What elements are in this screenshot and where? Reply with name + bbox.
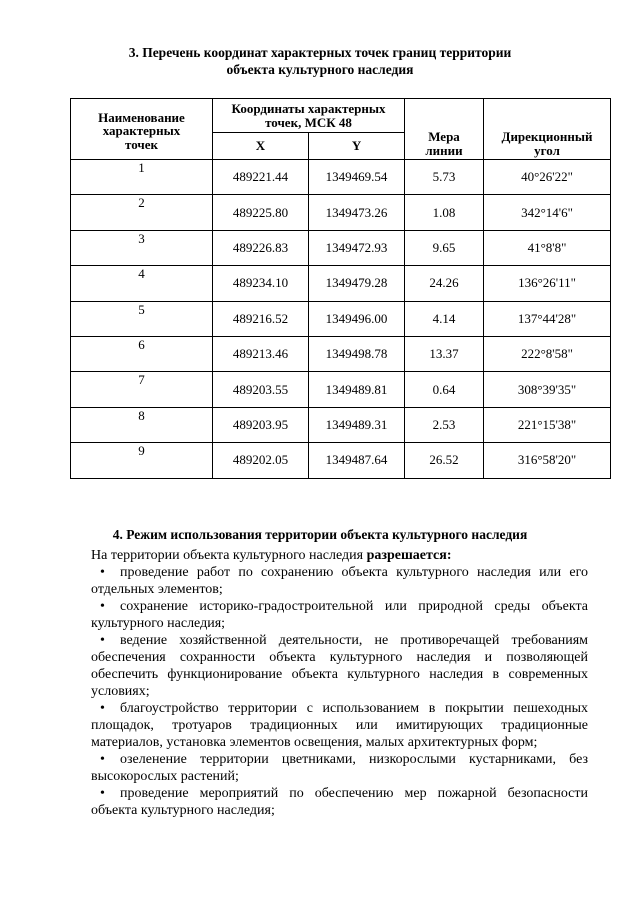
cell-direction-angle: 308°39'35" — [484, 372, 611, 407]
header-direction-angle-line: угол — [534, 142, 560, 158]
cell-line-measure: 1.08 — [405, 195, 484, 230]
cell-y: 1349473.26 — [309, 195, 405, 230]
cell-point-number: 5 — [71, 301, 213, 336]
cell-point-number: 7 — [71, 372, 213, 407]
cell-x: 489213.46 — [213, 336, 309, 371]
cell-line-measure: 24.26 — [405, 266, 484, 301]
list-item — [91, 700, 588, 751]
cell-line-measure: 0.64 — [405, 372, 484, 407]
list-item-text: проведение мероприятий по обеспечению мер пожарной безопасности объекта культурного наследия; — [91, 786, 588, 818]
header-line-measure-line: Мера — [428, 129, 460, 144]
cell-y: 1349489.81 — [309, 372, 405, 407]
cell-line-measure: 4.14 — [405, 301, 484, 336]
cell-x: 489216.52 — [213, 301, 309, 336]
list-item-text: озеленение территории цветниками, низкорослыми кустарниками, без высокорослых растений; — [91, 752, 588, 784]
cell-direction-angle: 222°8'58" — [484, 336, 611, 371]
table-row — [71, 195, 611, 230]
bullet-icon: • — [100, 633, 105, 648]
table-row — [71, 372, 611, 407]
cell-line-measure: 5.73 — [405, 160, 484, 195]
cell-point-number: 2 — [71, 195, 213, 230]
header-x: X — [213, 133, 309, 160]
section-4-title: 4. Режим использования территории объекта культурного наследия — [112, 527, 528, 542]
coordinates-table — [70, 98, 611, 479]
header-coordinates-line: Координаты характерных — [231, 101, 386, 116]
cell-direction-angle: 40°26'22" — [484, 160, 611, 195]
cell-x: 489234.10 — [213, 266, 309, 301]
table-row — [71, 301, 611, 336]
cell-x: 489202.05 — [213, 443, 309, 478]
cell-point-number: 9 — [71, 443, 213, 478]
list-item — [91, 751, 588, 785]
list-item-text: сохранение историко-градостроительной или природной среды объекта культурного наследия; — [91, 599, 588, 631]
list-item — [91, 598, 588, 632]
bullet-icon: • — [100, 565, 105, 580]
cell-line-measure: 9.65 — [405, 230, 484, 265]
header-direction-angle-line: Дирекционный — [501, 129, 593, 144]
header-line-measure-line: линии — [425, 142, 463, 158]
cell-y: 1349496.00 — [309, 301, 405, 336]
list-item-text: благоустройство территории с использованием в покрытии пешеходных площадок, тротуаров традиционных или имитирующих традиционные материалов, установка элементов освещения, малых архитектурных форм; — [91, 701, 588, 750]
cell-x: 489225.80 — [213, 195, 309, 230]
section-3-title-line-2: объекта культурного наследия — [226, 62, 414, 77]
intro-paragraph — [91, 547, 588, 564]
header-y: Y — [309, 133, 405, 160]
header-line-measure — [405, 99, 484, 160]
header-point-name — [71, 99, 213, 160]
header-point-name-line: характерных — [102, 123, 181, 139]
list-item-text: ведение хозяйственной деятельности, не противоречащей требованиям обеспечения сохранности объекта культурного наследия и позволяющей обеспечить функционирование объекта культурного наследия в современных условиях; — [91, 633, 588, 699]
table-row — [71, 443, 611, 478]
bullet-icon: • — [100, 786, 105, 801]
cell-line-measure: 26.52 — [405, 443, 484, 478]
list-item-text: проведение работ по сохранению объекта культурного наследия или его отдельных элементов; — [91, 565, 588, 597]
cell-point-number: 6 — [71, 336, 213, 371]
permitted-activities-list — [91, 564, 588, 819]
cell-y: 1349479.28 — [309, 266, 405, 301]
cell-point-number: 8 — [71, 407, 213, 442]
cell-y: 1349489.31 — [309, 407, 405, 442]
table-row — [71, 230, 611, 265]
table-row — [71, 407, 611, 442]
cell-y: 1349498.78 — [309, 336, 405, 371]
cell-y: 1349472.93 — [309, 230, 405, 265]
bullet-icon: • — [100, 701, 105, 716]
bullet-icon: • — [100, 752, 105, 767]
header-point-name-line: Наименование — [98, 109, 185, 125]
section-3-title-line-1: 3. Перечень координат характерных точек границ территории — [128, 45, 512, 60]
cell-x: 489203.95 — [213, 407, 309, 442]
cell-direction-angle: 136°26'11" — [484, 266, 611, 301]
cell-line-measure: 13.37 — [405, 336, 484, 371]
table-row — [71, 266, 611, 301]
list-item — [91, 785, 588, 819]
cell-line-measure: 2.53 — [405, 407, 484, 442]
intro-bold-text: разрешается: — [366, 548, 452, 563]
header-direction-angle — [484, 99, 611, 160]
intro-text: На территории объекта культурного наследия — [91, 548, 367, 563]
cell-y: 1349469.54 — [309, 160, 405, 195]
cell-x: 489221.44 — [213, 160, 309, 195]
cell-y: 1349487.64 — [309, 443, 405, 478]
cell-x: 489203.55 — [213, 372, 309, 407]
header-point-name-line: точек — [125, 136, 158, 152]
table-row — [71, 160, 611, 195]
list-item — [91, 632, 588, 700]
header-coordinates — [213, 99, 405, 133]
cell-point-number: 3 — [71, 230, 213, 265]
coordinates-table-body — [71, 160, 611, 479]
cell-point-number: 4 — [71, 266, 213, 301]
usage-regime-text — [91, 547, 588, 819]
cell-direction-angle: 221°15'38" — [484, 407, 611, 442]
cell-direction-angle: 316°58'20" — [484, 443, 611, 478]
table-row — [71, 336, 611, 371]
section-3-title — [0, 44, 640, 78]
cell-direction-angle: 342°14'6" — [484, 195, 611, 230]
list-item — [91, 564, 588, 598]
header-coordinates-line: точек, МСК 48 — [265, 114, 352, 130]
cell-point-number: 1 — [71, 160, 213, 195]
bullet-icon: • — [100, 599, 105, 614]
cell-x: 489226.83 — [213, 230, 309, 265]
cell-direction-angle: 41°8'8" — [484, 230, 611, 265]
cell-direction-angle: 137°44'28" — [484, 301, 611, 336]
